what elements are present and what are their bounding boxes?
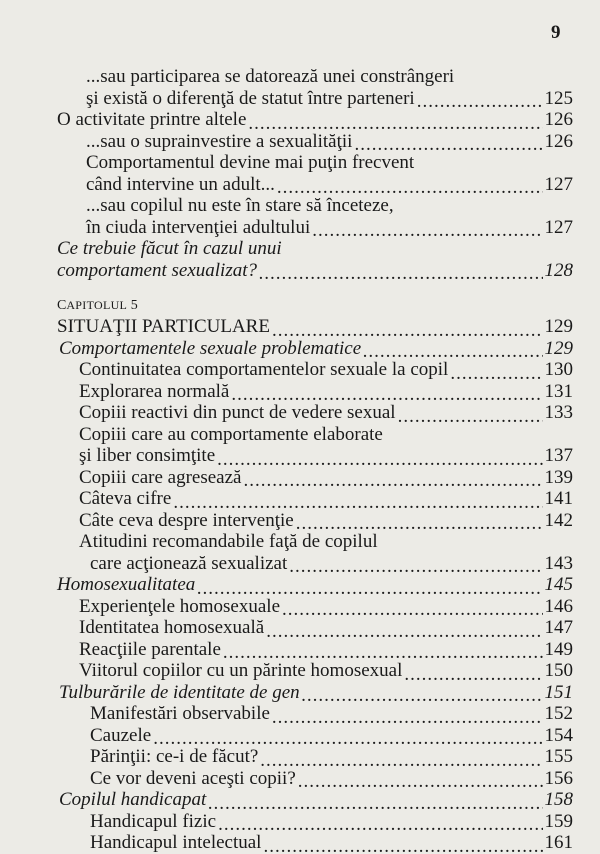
leader-dots <box>277 177 543 195</box>
toc-page-number: 150 <box>544 660 573 681</box>
toc-page-number: 127 <box>544 216 573 238</box>
toc-page-number: 152 <box>544 703 573 724</box>
toc-entry-text: Reacţiile parentale <box>79 638 221 660</box>
toc-entry-text: ...sau participarea se datorează unei constrângeri <box>86 66 455 87</box>
toc-entry-line <box>0 109 573 131</box>
toc-entry[interactable] <box>0 488 600 510</box>
leader-dots <box>197 578 542 596</box>
toc-page-number: 126 <box>544 130 573 152</box>
leader-dots <box>312 220 542 238</box>
chapter-title: SITUAŢII PARTICULARE <box>57 316 270 337</box>
toc-page-number: 154 <box>544 724 573 746</box>
table-of-contents <box>0 66 600 854</box>
toc-entry-text: Comportamentele sexuale problematice <box>59 337 362 359</box>
toc-entry-text: Câte ceva despre intervenţie <box>79 509 294 531</box>
toc-entry[interactable] <box>0 617 600 639</box>
leader-dots <box>296 513 543 531</box>
toc-entry-line <box>0 553 573 575</box>
toc-page-number: 159 <box>544 810 573 832</box>
toc-entry[interactable] <box>0 381 600 403</box>
toc-entry-text: Cauzele <box>90 724 152 746</box>
page-number: 9 <box>551 22 561 43</box>
chapter-label-number: 5 <box>130 298 138 313</box>
toc-entry-line <box>0 338 573 360</box>
leader-dots <box>450 363 542 381</box>
toc-entry-line <box>0 596 573 618</box>
chapter-title-row[interactable] <box>0 316 573 338</box>
toc-entry-text: O activitate printre altele <box>57 109 247 130</box>
toc-entry-line <box>0 88 573 110</box>
leader-dots <box>231 384 542 402</box>
toc-page-number: 129 <box>544 316 573 337</box>
toc-entry-line <box>0 703 573 725</box>
toc-page-number: 139 <box>544 466 573 488</box>
toc-entry-text: şi liber consimţite <box>79 445 216 466</box>
toc-entry[interactable] <box>0 109 600 131</box>
toc-entry-text: Identitatea homosexuală <box>79 617 265 638</box>
toc-entry-text: Tulburările de identitate de gen <box>59 681 300 703</box>
toc-entry-text: ...sau o suprainvestire a sexualităţii <box>86 130 353 152</box>
leader-dots <box>272 707 543 725</box>
toc-entry-line <box>0 467 573 489</box>
toc-page-number: 149 <box>544 638 573 660</box>
chapter-label-initial: C <box>57 298 67 313</box>
toc-entry-text: Copiii care au comportamente elaborate <box>79 423 383 445</box>
toc-entry-text: Explorarea normală <box>79 380 230 402</box>
toc-page-number: 145 <box>544 574 573 595</box>
leader-dots <box>218 814 542 832</box>
toc-entry[interactable] <box>0 596 600 618</box>
toc-entry-line <box>0 66 600 88</box>
toc-entry-text: Experienţele homosexuale <box>79 595 281 617</box>
toc-entry[interactable] <box>0 768 600 790</box>
toc-entry-line <box>0 152 600 174</box>
toc-page-number: 151 <box>544 681 573 703</box>
toc-entry[interactable] <box>0 703 600 725</box>
toc-entry[interactable] <box>0 789 600 811</box>
leader-dots <box>263 836 542 854</box>
leader-dots <box>243 470 542 488</box>
toc-entry-line <box>0 445 573 467</box>
toc-page-number: 146 <box>544 595 573 617</box>
toc-entry-line <box>0 811 573 833</box>
toc-page-number: 155 <box>544 746 573 767</box>
leader-dots <box>417 91 543 109</box>
toc-entry-line <box>0 746 573 768</box>
leader-dots <box>363 341 542 359</box>
toc-entry[interactable] <box>0 639 600 661</box>
toc-entry[interactable] <box>0 338 600 360</box>
toc-page-number: 130 <box>544 359 573 380</box>
toc-entry-line <box>0 832 573 854</box>
toc-entry-line <box>0 238 600 260</box>
chapter-label <box>0 295 600 316</box>
toc-entry-text: Copiii care agresează <box>79 466 242 488</box>
leader-dots <box>398 406 543 424</box>
toc-entry-text: Homosexualitatea <box>57 574 196 595</box>
leader-dots <box>354 134 542 152</box>
toc-entry-line <box>0 131 573 153</box>
toc-page-number: 147 <box>544 617 573 638</box>
toc-entry[interactable] <box>0 746 600 768</box>
toc-page-number: 127 <box>544 173 573 195</box>
toc-entry-text: comportament sexualizat? <box>57 259 258 281</box>
toc-entry[interactable] <box>0 531 600 574</box>
toc-page-number: 137 <box>544 445 573 466</box>
toc-entry-line <box>0 424 600 446</box>
leader-dots <box>248 113 542 131</box>
toc-entry-line <box>0 402 573 424</box>
toc-entry-line <box>0 617 573 639</box>
leader-dots <box>208 793 542 811</box>
leader-dots <box>259 263 542 281</box>
toc-page-number: 141 <box>544 488 573 509</box>
toc-entry[interactable] <box>0 402 600 424</box>
toc-entry-text: când intervine un adult... <box>86 173 275 195</box>
toc-entry[interactable] <box>0 152 600 195</box>
leader-dots <box>223 642 543 660</box>
toc-entry-text: Handicapul fizic <box>90 810 217 832</box>
toc-entry-line <box>0 682 573 704</box>
leader-dots <box>266 621 542 639</box>
toc-entry[interactable] <box>0 682 600 704</box>
toc-entry[interactable] <box>0 424 600 467</box>
toc-entry-text: Copilul handicapat <box>59 789 207 810</box>
toc-entry[interactable] <box>0 66 600 109</box>
leader-dots <box>404 664 542 682</box>
toc-entry-line <box>0 359 573 381</box>
leader-dots <box>173 492 542 510</box>
toc-entry-text: Atitudini recomandabile faţă de copilul <box>79 531 378 552</box>
toc-page-number: 143 <box>544 552 573 574</box>
toc-entry-line <box>0 768 573 790</box>
toc-entry[interactable] <box>0 195 600 238</box>
leader-dots <box>217 449 542 467</box>
leader-dots <box>272 320 543 338</box>
toc-entry[interactable] <box>0 359 600 381</box>
chapter-label-text <box>57 295 138 316</box>
toc-entry-text: Părinţii: ce-i de făcut? <box>90 746 259 767</box>
toc-entry-text: Câteva cifre <box>79 488 172 509</box>
toc-entry-line <box>0 381 573 403</box>
toc-page-number: 128 <box>544 259 573 281</box>
toc-entry-line <box>0 195 600 217</box>
toc-entry-line <box>0 789 573 811</box>
toc-entry-text: Handicapul intelectual <box>90 832 262 853</box>
toc-entry[interactable] <box>0 238 600 281</box>
leader-dots <box>282 599 542 617</box>
toc-entry-line <box>0 531 600 553</box>
toc-entry-text: ...sau copilul nu este în stare să înceteze, <box>86 195 394 216</box>
leader-dots <box>260 750 542 768</box>
toc-page-number: 126 <box>544 109 573 130</box>
toc-entry[interactable] <box>0 131 600 153</box>
toc-entry-line <box>0 639 573 661</box>
toc-entry[interactable] <box>0 574 600 596</box>
toc-page-number: 156 <box>544 767 573 789</box>
toc-entry-text: Continuitatea comportamentelor sexuale la copil <box>79 359 449 380</box>
toc-page-number: 125 <box>544 87 573 109</box>
toc-entry-text: care acţionează sexualizat <box>90 552 288 574</box>
leader-dots <box>153 728 542 746</box>
toc-entry-line <box>0 574 573 596</box>
toc-page-number: 158 <box>544 789 573 810</box>
toc-entry-line <box>0 174 573 196</box>
toc-entry-line <box>0 260 573 282</box>
leader-dots <box>289 556 542 574</box>
toc-entry-text: Copiii reactivi din punct de vedere sexual <box>79 402 396 423</box>
toc-entry-line <box>0 510 573 532</box>
toc-entry-text: Manifestări observabile <box>90 703 270 724</box>
toc-entry-text: Comportamentul devine mai puţin frecvent <box>86 152 415 173</box>
toc-entry[interactable] <box>0 660 600 682</box>
toc-entry-text: Ce vor deveni aceşti copii? <box>90 767 296 789</box>
toc-entry-text: Viitorul copiilor cu un părinte homosexual <box>79 660 403 681</box>
toc-entry-line <box>0 217 573 239</box>
toc-entry[interactable] <box>0 467 600 489</box>
toc-page-number: 161 <box>544 832 573 853</box>
toc-page-number: 142 <box>544 509 573 531</box>
leader-dots <box>298 771 543 789</box>
toc-page-number: 129 <box>544 337 573 359</box>
toc-entry[interactable] <box>0 811 600 833</box>
toc-entry-line <box>0 725 573 747</box>
chapter-label-rest: APITOLUL <box>66 298 128 312</box>
toc-entry-line <box>0 488 573 510</box>
leader-dots <box>302 685 543 703</box>
toc-entry-text: Ce trebuie făcut în cazul unui <box>57 238 282 259</box>
toc-entry-text: şi există o diferenţă de statut între parteneri <box>86 87 415 109</box>
toc-page-number: 131 <box>544 380 573 402</box>
toc-entry[interactable] <box>0 832 600 854</box>
toc-entry[interactable] <box>0 725 600 747</box>
toc-entry-text: în ciuda intervenţiei adultului <box>86 216 311 238</box>
toc-entry[interactable] <box>0 510 600 532</box>
toc-entry-line <box>0 660 573 682</box>
toc-page-number: 133 <box>544 402 573 423</box>
